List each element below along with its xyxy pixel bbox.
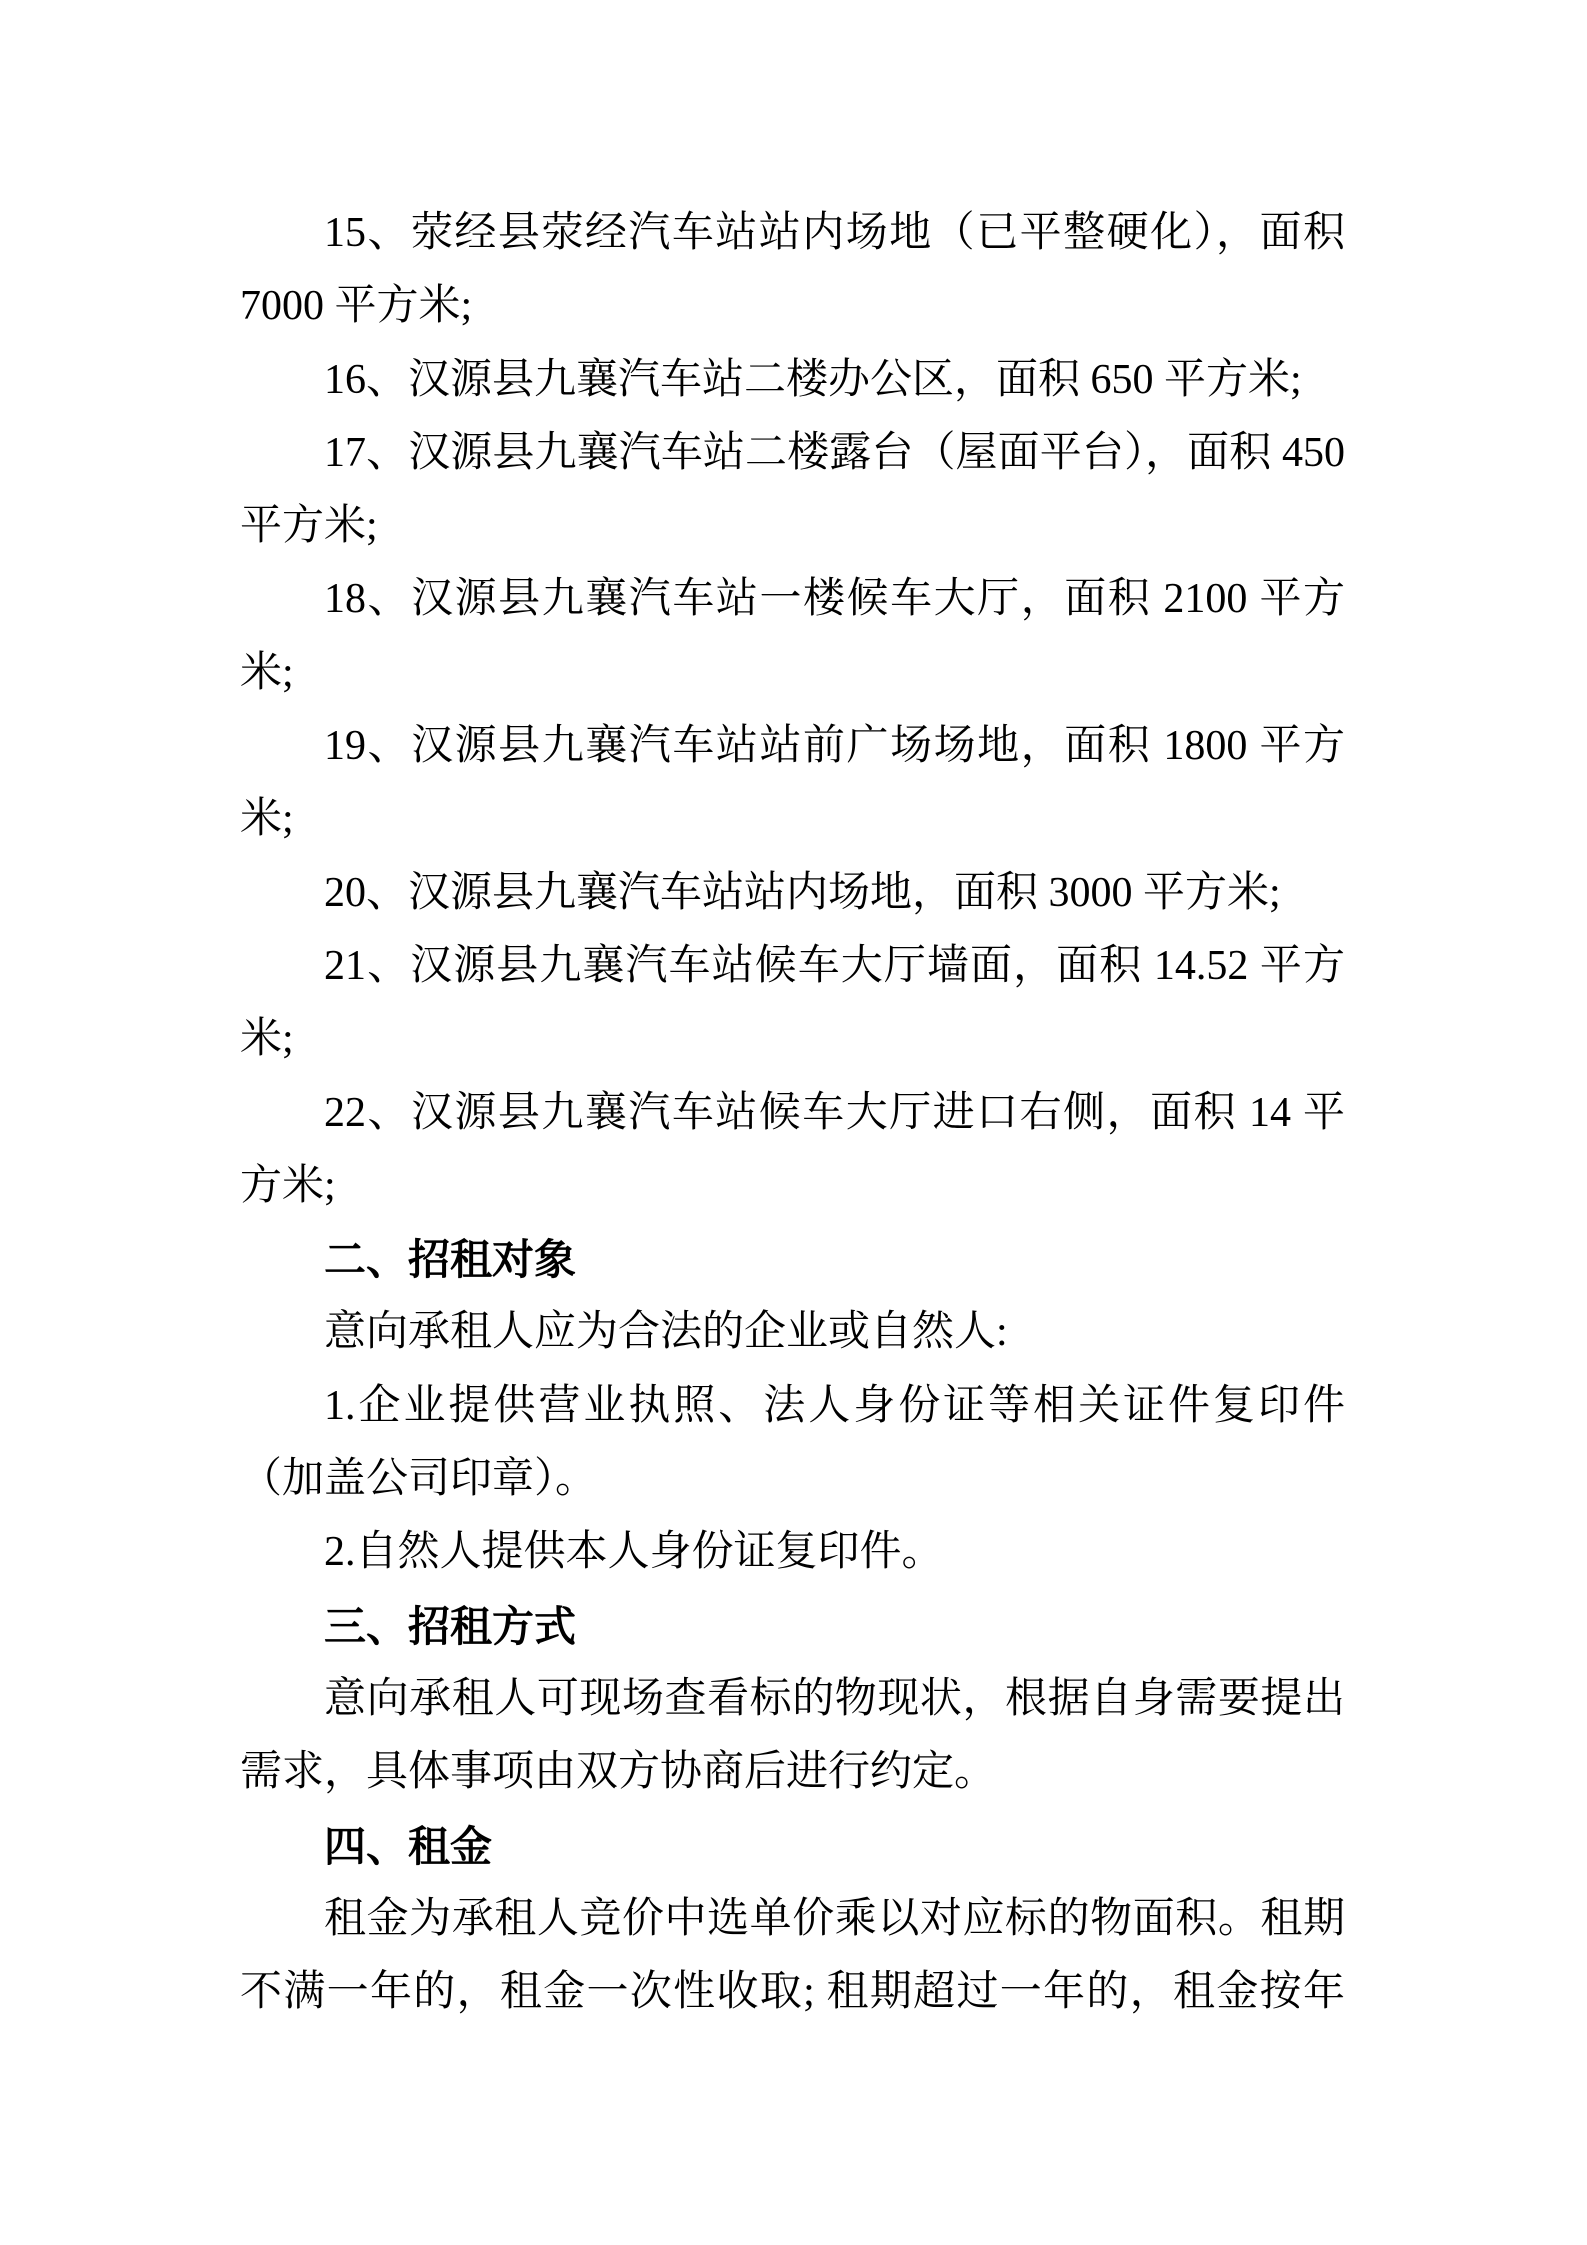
text-line: （加盖公司印章）。 <box>240 1456 598 1503</box>
text-line: 17、汉源县九襄汽车站二楼露台（屋面平台），面积 450 <box>324 429 1345 476</box>
text-line: 米; <box>240 796 294 843</box>
text-line: 22、汉源县九襄汽车站候车大厅进口右侧，面积 14 平 <box>324 1089 1345 1136</box>
text-line: 2.自然人提供本人身份证复印件。 <box>324 1529 944 1576</box>
text-line: 方米; <box>240 1162 336 1209</box>
text-line: 16、汉源县九襄汽车站二楼办公区，面积 650 平方米; <box>324 356 1302 403</box>
text-line: 需求，具体事项由双方协商后进行约定。 <box>240 1749 997 1796</box>
text-line: 租金为承租人竞价中选单价乘以对应标的物面积。租期 <box>324 1895 1345 1942</box>
text-line: 意向承租人应为合法的企业或自然人: <box>324 1309 1008 1356</box>
text-line: 15、荥经县荥经汽车站站内场地（已平整硬化），面积 <box>324 210 1345 256</box>
section-heading: 四、租金 <box>324 1822 493 1870</box>
text-line: 米; <box>240 649 294 696</box>
text-line: 米; <box>240 1016 294 1063</box>
text-line: 19、汉源县九襄汽车站站前广场场地，面积 1800 平方 <box>324 723 1345 770</box>
section-heading: 二、招租对象 <box>324 1236 577 1284</box>
document-content <box>240 197 1345 2029</box>
section-heading: 三、招租方式 <box>324 1602 577 1650</box>
text-line: 意向承租人可现场查看标的物现状，根据自身需要提出 <box>324 1675 1345 1722</box>
text-line: 20、汉源县九襄汽车站站内场地，面积 3000 平方米; <box>324 869 1281 916</box>
text-line: 7000 平方米; <box>240 283 473 330</box>
text-line: 21、汉源县九襄汽车站候车大厅墙面，面积 14.52 平方 <box>324 942 1345 989</box>
text-line: 不满一年的，租金一次性收取; 租期超过一年的，租金按年 <box>240 1969 1345 2016</box>
text-line: 18、汉源县九襄汽车站一楼候车大厅，面积 2100 平方 <box>324 576 1345 623</box>
text-line: 平方米; <box>240 503 378 550</box>
text-line: 1.企业提供营业执照、法人身份证等相关证件复印件 <box>324 1382 1345 1429</box>
